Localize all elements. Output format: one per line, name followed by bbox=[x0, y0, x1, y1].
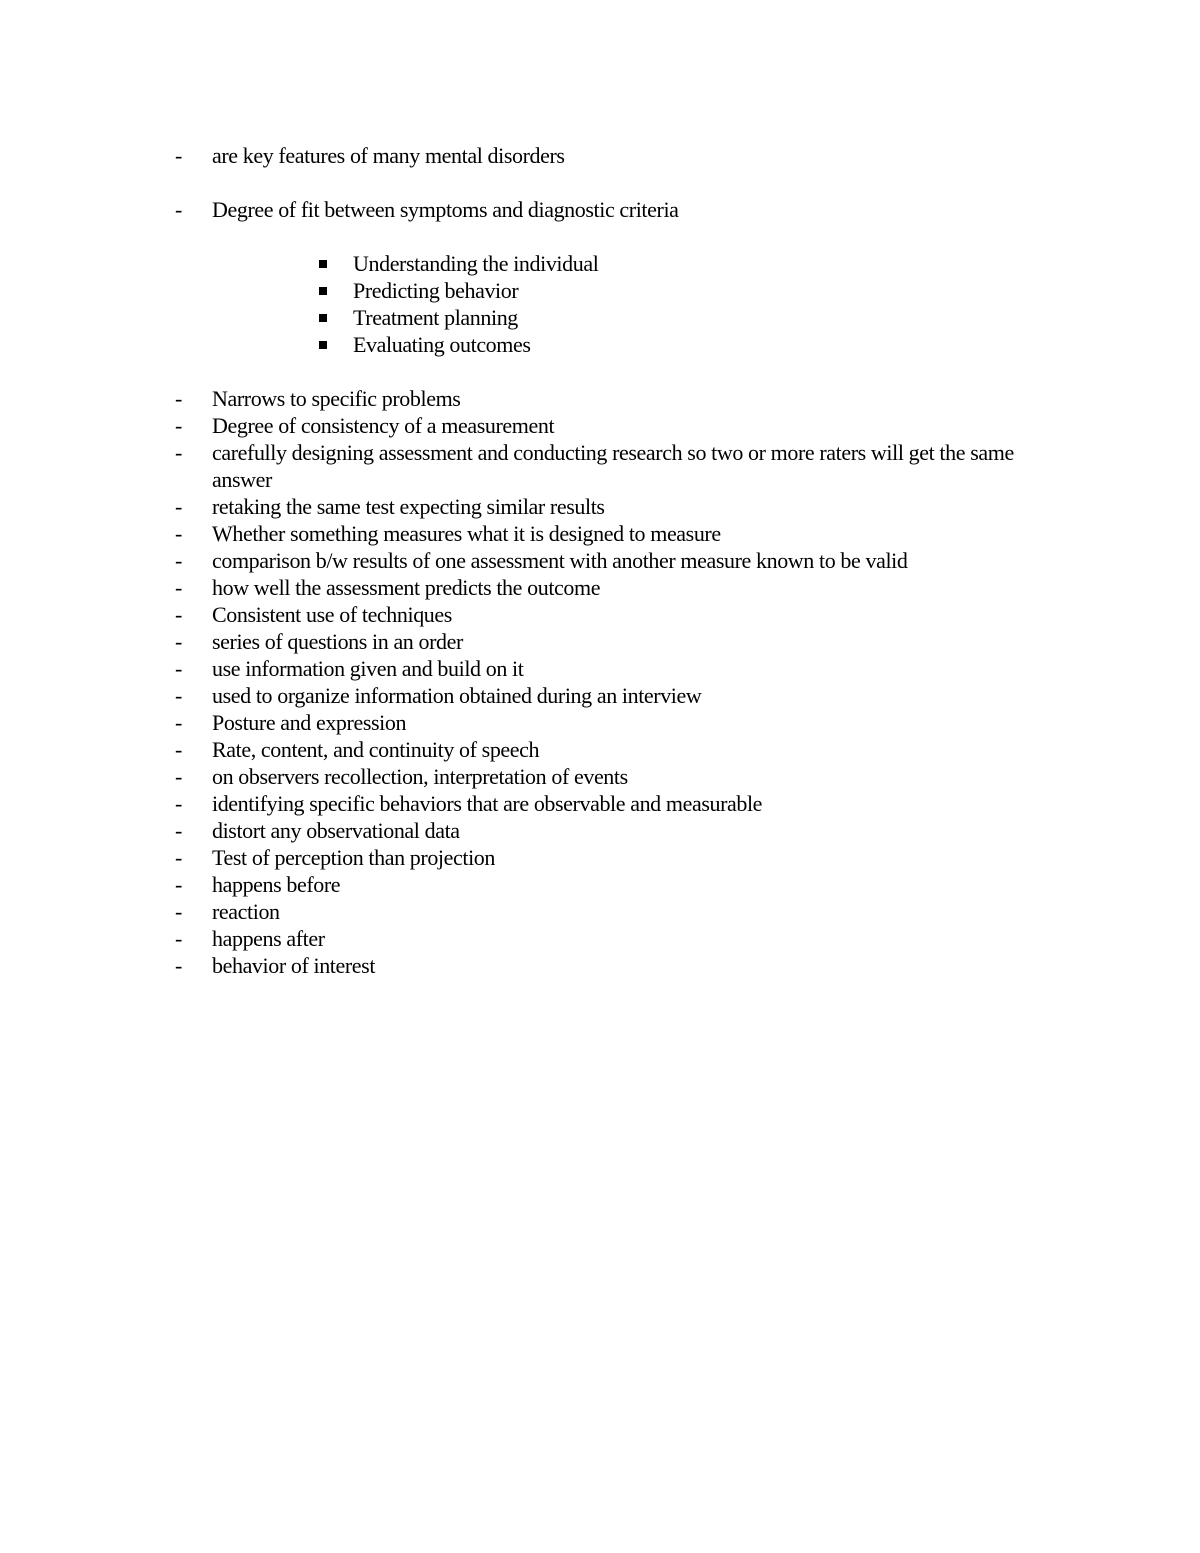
list-item-text: Whether something measures what it is designed to measure bbox=[212, 521, 721, 546]
sub-item-list bbox=[0, 250, 598, 358]
dash-bullet: - bbox=[175, 764, 182, 789]
list-item-text: Narrows to specific problems bbox=[212, 386, 461, 411]
list-item-text: distort any observational data bbox=[212, 818, 460, 843]
list-item bbox=[0, 790, 1072, 817]
list-item bbox=[0, 763, 1072, 790]
list-item bbox=[0, 493, 1072, 520]
top-item-list-2 bbox=[0, 196, 1072, 223]
list-item bbox=[0, 709, 1072, 736]
dash-bullet: - bbox=[175, 872, 182, 897]
sub-list-item-text: Predicting behavior bbox=[353, 278, 519, 303]
list-item bbox=[0, 439, 1072, 493]
list-item-text: Degree of fit between symptoms and diagnostic criteria bbox=[212, 197, 679, 222]
list-item-text: are key features of many mental disorders bbox=[212, 143, 565, 168]
sub-list-item bbox=[0, 304, 598, 331]
list-item bbox=[0, 952, 1072, 979]
dash-bullet: - bbox=[175, 845, 182, 870]
list-item-text: Rate, content, and continuity of speech bbox=[212, 737, 540, 762]
list-item bbox=[0, 817, 1072, 844]
list-item-text: Degree of consistency of a measurement bbox=[212, 413, 555, 438]
list-item bbox=[0, 601, 1072, 628]
list-item bbox=[0, 736, 1072, 763]
dash-bullet: - bbox=[175, 953, 182, 978]
dash-bullet: - bbox=[175, 926, 182, 951]
sub-list-item-text: Treatment planning bbox=[353, 305, 518, 330]
list-item-text: happens before bbox=[212, 872, 341, 897]
dash-bullet: - bbox=[175, 656, 182, 681]
list-item-text: how well the assessment predicts the outcome bbox=[212, 575, 601, 600]
list-item-text: happens after bbox=[212, 926, 325, 951]
sub-list-item bbox=[0, 277, 598, 304]
dash-bullet: - bbox=[175, 575, 182, 600]
dash-bullet: - bbox=[175, 494, 182, 519]
dash-bullet: - bbox=[175, 737, 182, 762]
dash-bullet: - bbox=[175, 521, 182, 546]
square-bullet-icon bbox=[319, 287, 327, 295]
sub-list-item-text: Understanding the individual bbox=[353, 251, 599, 276]
dash-bullet: - bbox=[175, 899, 182, 924]
list-item-text: Consistent use of techniques bbox=[212, 602, 452, 627]
list-item bbox=[0, 628, 1072, 655]
sub-list-item bbox=[0, 331, 598, 358]
dash-bullet: - bbox=[175, 818, 182, 843]
dash-bullet: - bbox=[175, 710, 182, 735]
dash-bullet: - bbox=[175, 602, 182, 627]
dash-bullet: - bbox=[175, 440, 182, 465]
list-item bbox=[0, 871, 1072, 898]
main-item-list bbox=[0, 385, 1072, 979]
square-bullet-icon bbox=[319, 314, 327, 322]
list-item-text: used to organize information obtained during an interview bbox=[212, 683, 702, 708]
dash-bullet: - bbox=[175, 386, 182, 411]
square-bullet-icon bbox=[319, 260, 327, 268]
dash-bullet: - bbox=[175, 683, 182, 708]
list-item bbox=[0, 844, 1072, 871]
list-item-text: on observers recollection, interpretation of events bbox=[212, 764, 628, 789]
list-item-text: identifying specific behaviors that are observable and measurable bbox=[212, 791, 763, 816]
list-item bbox=[0, 520, 1072, 547]
list-item bbox=[0, 196, 1072, 223]
dash-bullet: - bbox=[175, 413, 182, 438]
list-item bbox=[0, 412, 1072, 439]
list-item-text: comparison b/w results of one assessment with another measure known to be valid bbox=[212, 548, 908, 573]
square-bullet-icon bbox=[319, 341, 327, 349]
list-item-text: carefully designing assessment and conducting research so two or more raters will get the same answer bbox=[212, 440, 1014, 492]
list-item bbox=[0, 682, 1072, 709]
list-item-text: series of questions in an order bbox=[212, 629, 463, 654]
top-item-list-1 bbox=[0, 142, 1072, 169]
list-item bbox=[0, 547, 1072, 574]
list-item bbox=[0, 385, 1072, 412]
dash-bullet: - bbox=[175, 548, 182, 573]
sub-list-item-text: Evaluating outcomes bbox=[353, 332, 531, 357]
list-item-text: retaking the same test expecting similar results bbox=[212, 494, 605, 519]
dash-bullet: - bbox=[175, 197, 182, 222]
list-item-text: behavior of interest bbox=[212, 953, 376, 978]
list-item bbox=[0, 574, 1072, 601]
list-item-text: Posture and expression bbox=[212, 710, 407, 735]
dash-bullet: - bbox=[175, 629, 182, 654]
sub-list-item bbox=[0, 250, 598, 277]
list-item bbox=[0, 925, 1072, 952]
list-item bbox=[0, 655, 1072, 682]
dash-bullet: - bbox=[175, 791, 182, 816]
list-item-text: use information given and build on it bbox=[212, 656, 524, 681]
list-item bbox=[0, 142, 1072, 169]
list-item bbox=[0, 898, 1072, 925]
list-item-text: Test of perception than projection bbox=[212, 845, 495, 870]
dash-bullet: - bbox=[175, 143, 182, 168]
list-item-text: reaction bbox=[212, 899, 280, 924]
